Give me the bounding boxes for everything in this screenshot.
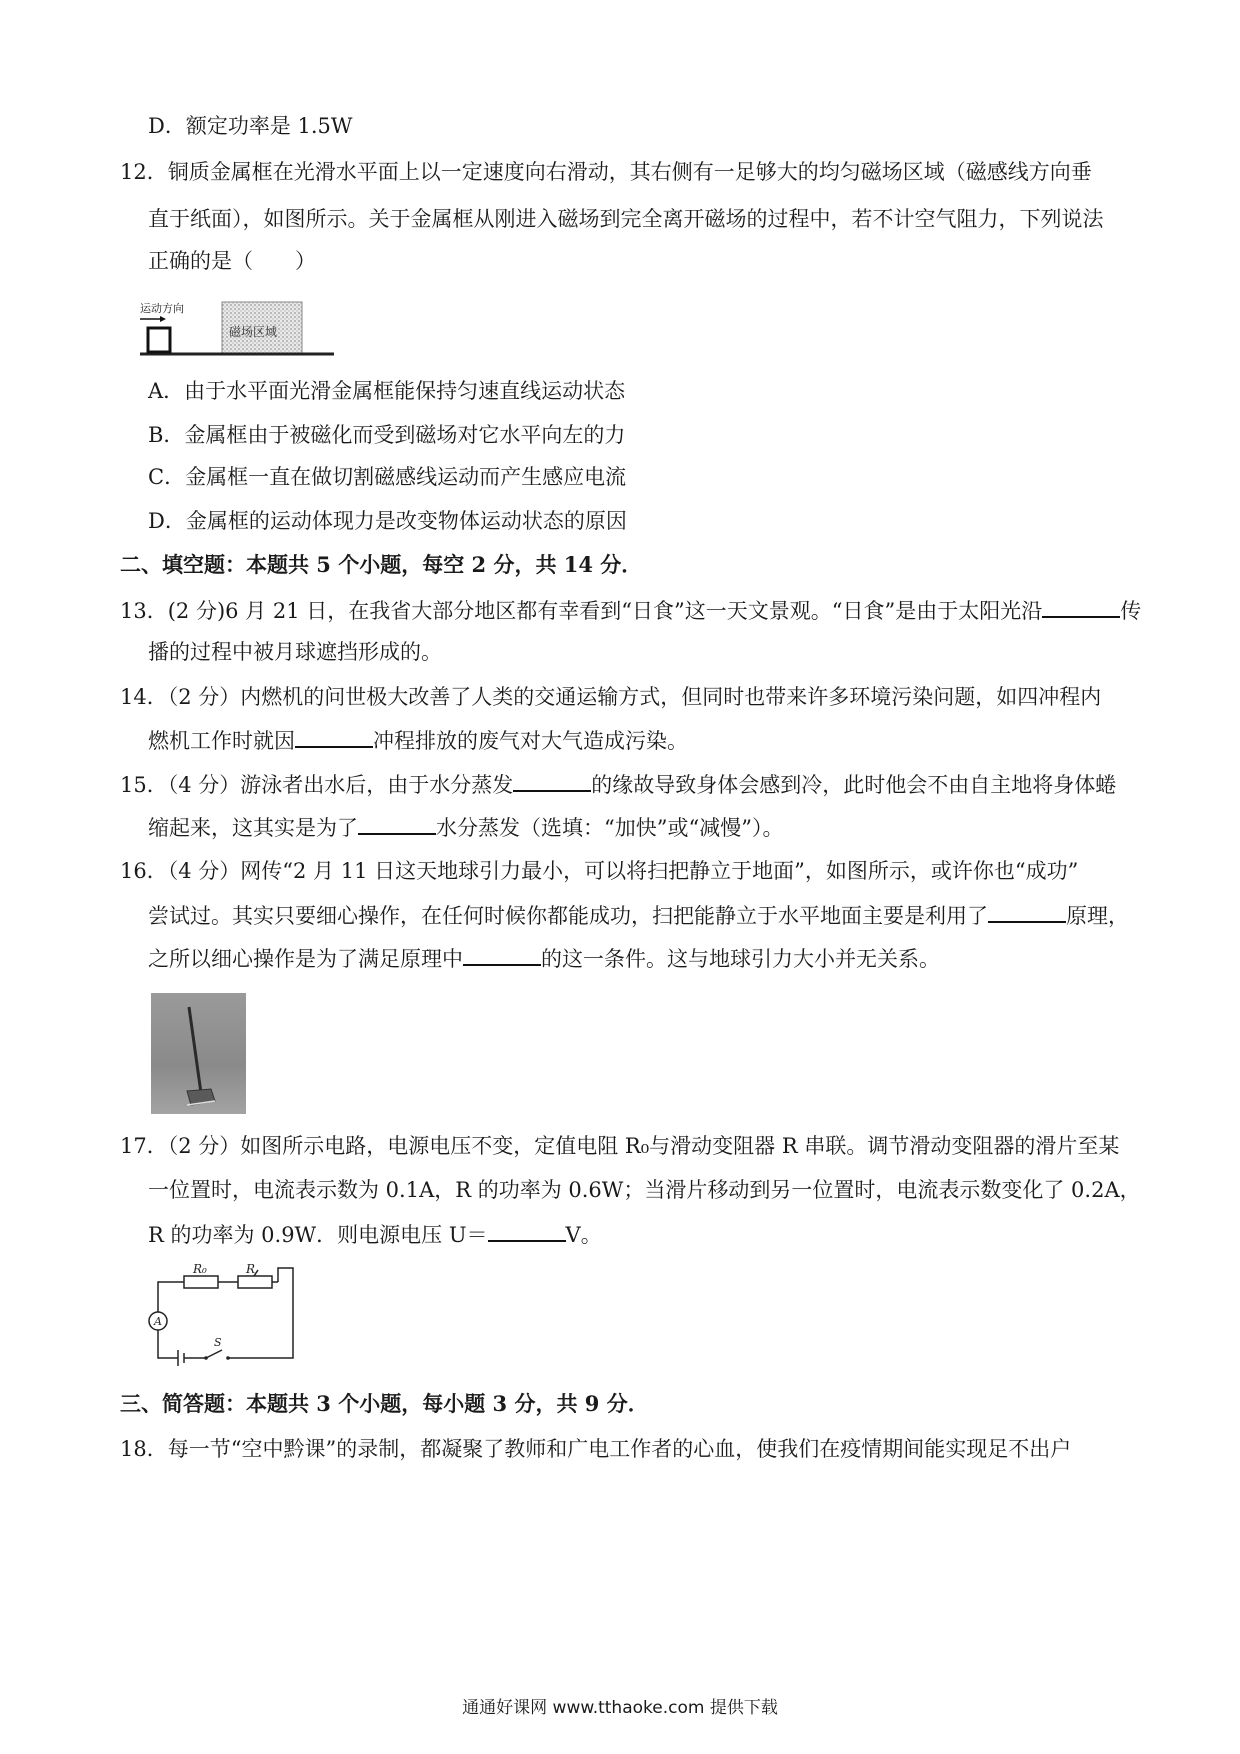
broom-standing-image <box>151 993 246 1114</box>
magnetic-field-diagram <box>138 296 338 364</box>
q12-option-c: C．金属框一直在做切割磁感线运动而产生感应电流 <box>148 465 627 489</box>
ammeter-label: A <box>154 1315 162 1328</box>
q11-option-d: D．额定功率是 1.5W <box>148 114 353 138</box>
q12-figure <box>138 296 338 364</box>
q15-text-a: 15．（4 分）游泳者出水后，由于水分蒸发 <box>120 773 514 797</box>
q15-blank-1 <box>513 770 591 792</box>
q15-blank-2 <box>358 813 436 835</box>
q13-text-a: 13．(2 分)6 月 21 日，在我省大部分地区都有幸看到“日食”这一天文景观。“日食”是由于太阳光沿 <box>120 599 1043 623</box>
q15-text-d: 水分蒸发（选填：“加快”或“减慢”）。 <box>436 816 784 840</box>
q16-stem-line1: 16．（4 分）网传“2 月 11 日这天地球引力最小，可以将扫把静立于地面”，如图所示，或许你也“成功” <box>120 859 1079 883</box>
q18-stem-line1: 18．每一节“空中黔课”的录制，都凝聚了教师和广电工作者的心血，使我们在疫情期间能实现足不出户 <box>120 1437 1072 1461</box>
q16-blank-1 <box>988 901 1066 923</box>
q16-text-c: 之所以细心操作是为了满足原理中 <box>148 947 463 971</box>
q15-text-c: 缩起来，这其实是为了 <box>148 816 358 840</box>
q17-circuit-figure <box>138 1262 308 1376</box>
q17-stem-line1: 17．（2 分）如图所示电路，电源电压不变，定值电阻 R₀与滑动变阻器 R 串联。调节滑动变阻器的滑片至某 <box>120 1134 1120 1158</box>
q17-blank <box>488 1220 566 1242</box>
q17-stem-line3 <box>148 1220 602 1249</box>
r0-label: R₀ <box>193 1262 207 1276</box>
q17-stem-line2: 一位置时，电流表示数为 0.1A，R 的功率为 0.6W；当滑片移动到另一位置时，电流表示数变化了 0.2A， <box>148 1178 1141 1202</box>
q15-text-b: 的缘故导致身体会感到冷，此时他会不由自主地将身体蜷 <box>591 773 1117 797</box>
q13-stem-line2: 播的过程中被月球遮挡形成的。 <box>148 640 442 664</box>
q12-stem-line3: 正确的是（ ） <box>148 249 316 273</box>
q14-blank <box>295 726 373 748</box>
q14-stem-line2 <box>148 726 688 755</box>
circuit-diagram <box>138 1262 308 1376</box>
q16-stem-line2 <box>148 901 1129 930</box>
q15-stem-line1 <box>120 770 1116 799</box>
q17-text-a: R 的功率为 0.9W．则电源电压 U＝ <box>148 1223 488 1247</box>
q12-option-d: D．金属框的运动体现力是改变物体运动状态的原因 <box>148 509 627 533</box>
q16-text-d: 的这一条件。这与地球引力大小并无关系。 <box>541 947 940 971</box>
q13-blank <box>1042 596 1120 618</box>
q14-text-a: 燃机工作时就因 <box>148 729 295 753</box>
r-label: R <box>246 1262 256 1276</box>
q15-stem-line2 <box>148 813 783 842</box>
q17-text-b: V。 <box>565 1223 602 1247</box>
q14-text-b: 冲程排放的废气对大气造成污染。 <box>373 729 688 753</box>
q12-option-a: A．由于水平面光滑金属框能保持匀速直线运动状态 <box>148 379 626 403</box>
field-region-label: 磁场区域 <box>229 325 278 339</box>
broom-photo <box>151 993 246 1114</box>
q12-option-b: B．金属框由于被磁化而受到磁场对它水平向左的力 <box>148 423 626 447</box>
q14-stem-line1: 14．（2 分）内燃机的问世极大改善了人类的交通运输方式，但同时也带来许多环境污染问题，如四冲程内 <box>120 685 1102 709</box>
q12-stem-line2: 直于纸面），如图所示。关于金属框从刚进入磁场到完全离开磁场的过程中，若不计空气阻力，下列说法 <box>148 207 1104 231</box>
section-2-heading: 二、填空题：本题共 5 个小题，每空 2 分，共 14 分． <box>120 552 643 577</box>
q13-text-b: 传 <box>1120 599 1142 623</box>
q16-text-a: 尝试过。其实只要细心操作，在任何时候你都能成功，扫把能静立于水平地面主要是利用了 <box>148 904 988 928</box>
q16-blank-2 <box>463 944 541 966</box>
q12-stem-line1: 12．铜质金属框在光滑水平面上以一定速度向右滑动，其右侧有一足够大的均匀磁场区域（磁感线方向垂 <box>120 160 1092 184</box>
switch-label: S <box>214 1336 222 1349</box>
q13-stem-line1 <box>120 596 1141 625</box>
q16-stem-line3 <box>148 944 940 973</box>
q16-text-b: 原理， <box>1066 904 1129 928</box>
motion-direction-label: 运动方向 <box>140 302 184 315</box>
page-footer: 通通好课网 www.tthaoke.com 提供下载 <box>462 1698 778 1718</box>
section-3-heading: 三、简答题：本题共 3 个小题，每小题 3 分，共 9 分． <box>120 1391 649 1416</box>
